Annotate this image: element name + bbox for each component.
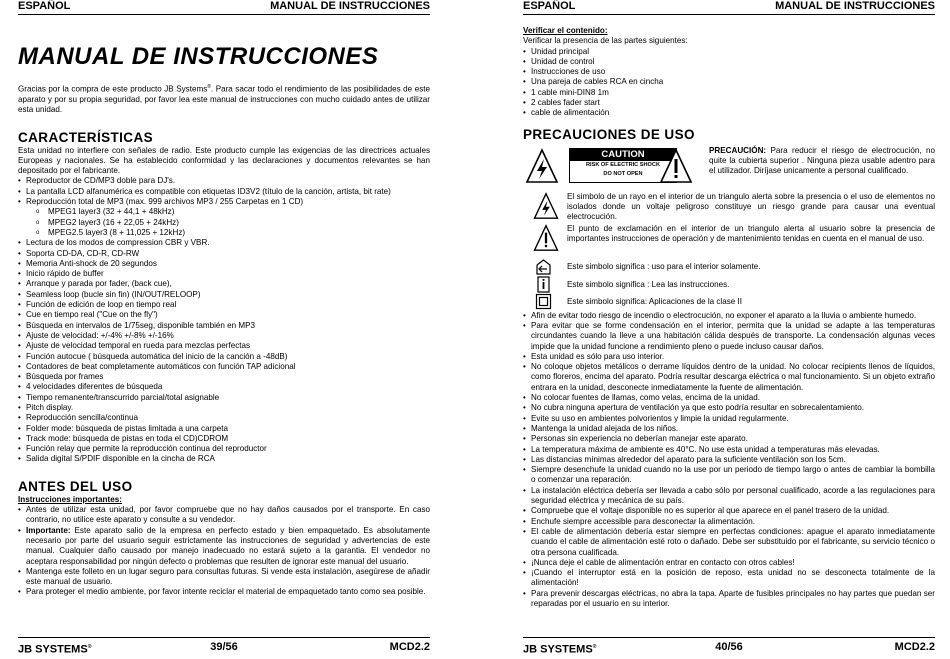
page-number: 40/56 [715,641,743,653]
footer-model: MCD2.2 [894,641,935,653]
list-item: • Track mode: búsqueda de pistas en toda el CD)CDROM [18,434,430,444]
features-intro: Esta unidad no interfiere con señales de radio. Este producto cumple las exigencias de las directrices actuales Europeas y nacionales. Se ha establecido conformidad y las declaraciones y documentos relevantes se han depositado por el fabricante. [18,145,430,176]
caution-open-text: DO NOT OPEN [603,170,643,177]
exclamation-text: El punto de exclamación en el interior de un triangulo alerta al usuario sobre la presencia de importantes instrucciones de operación y de mantenimiento tenidas en cuenta en el manual de uso. [567,223,935,243]
exclamation-triangle-icon [533,224,559,252]
list-item: • Las distancias mínimas alrededor del aparato para la suficiente ventilación son los 5cm. [523,455,935,465]
verify-list [523,47,935,119]
list-item: • Inicio rápido de buffer [18,269,430,279]
caution-block [523,145,935,192]
list-item: • Para prevenir descargas eléctricas, no abra la tapa. Aparte de fusibles principales no hay partes que puedan ser reparadas por el usuario en su interior. [523,589,935,610]
list-item: • Salida digital S/PDIF disponible en la cincha de RCA [18,454,430,464]
lightning-triangle-icon [525,148,559,184]
list-item: o MPEG1 layer3 (32 + 44,1 + 48kHz) [18,207,430,217]
manual-title: MANUAL DE INSTRUCCIONES [18,43,379,70]
list-item: • ¡Cuando el interruptor está en la posición de reposo, esta unidad no se desconecta totalmente de la alimentación! [523,568,935,589]
list-item: • Ajuste de velocidad temporal en rueda para mezclas perfectas [18,341,430,351]
important-text: Este aparato salio de la empresa en perfecto estado y bien empaquetado. Es absolutamente necesario por parte del usuario seguir estrictamente las instrucciones de seguridad y advertencias de este manual. Cualquier daño causado por manejo inadecuado no estará sujeto a la garantia. El vendedor no aceptara responsabilidad por ningún defecto o problemas que resulten de ignorar este manual del usuario. [26,525,430,566]
footer-brand-text: JB SYSTEMS [523,643,593,656]
list-item: • Ajuste de velocidad: +/-4% +/-8% +/-16% [18,331,430,341]
list-item: • Una pareja de cables RCA en cincha [523,77,935,87]
footer-brand-text: JB SYSTEMS [18,643,88,656]
list-item: • Búsqueda por frames [18,372,430,382]
list-item: • Mantenga este folleto en un lugar seguro para consultas futuras. Si vende esta instalación, asegúrese de añadir este manual de usuario. [18,567,430,588]
list-item: o MPEG2.5 layer3 (8 + 11,025 + 12kHz) [18,228,430,238]
exclamation-explanation [523,224,935,258]
list-item: • Reproductor de CD/MP3 doble para DJ's. [18,176,430,186]
symbol-read-text: Este simbolo significa : Lea las instrucciones. [567,279,730,289]
list-item: • Instrucciones de uso [523,67,935,77]
exclamation-triangle-icon [659,148,693,184]
footer-model: MCD2.2 [389,641,430,653]
lightning-text: El simbolo de un rayo en el interior de un triangulo alerta sobre la presencia o el uso de elementos no isolados donde un voltaje peligroso constituye un riesgo grande para causar una eventual electrocución. [567,191,935,222]
list-item: • Seamless loop (bucle sin fin) (IN/OUT/RELOOP) [18,290,430,300]
list-item: • Personas sin experiencia no deberían manejar este aparato. [523,434,935,444]
list-item: • Unidad de control [523,57,935,67]
right-content [523,26,935,609]
list-item: • Compruebe que el voltaje disponible no es superior al que aparece en el panel trasero de la unidad. [523,506,935,516]
precaution-body: Para reducir el riesgo de electrocución, no quite la cubierta superior . Ninguna pieza usable adentro para el utilizador. Diríjase unicamente a personal cualificado. [709,145,935,176]
features-heading: CARACTERÍSTICAS [18,129,154,145]
list-item: • El cable de alimentación debería estar siempre en perfectas condiciones: apague el aparato inmediatamente cuando el cable de alimentación esté roto o dañado. Debe ser substituido por el fabricante, su servicio técnico o otra persona cualificada. [523,527,935,558]
caution-shock-text: RISK OF ELECTRIC SHOCK [586,161,660,168]
header-language: ESPAÑOL [523,0,576,12]
list-item: • Folder mode: búsqueda de pistas limitada a una carpeta [18,424,430,434]
intro-text-b: . Para sacar todo el rendimiento de las posibilidades de este aparato y por su propia seguridad, por favor lea este manual de instrucciones con mucho cuidado antes de utilizar esta unidad. [18,84,430,115]
list-item: • Afin de evitar todo riesgo de incendio o electrocución, no exponer el aparato a la lluvia o ambiente humedo. [523,311,935,321]
registered-mark: ® [592,644,597,650]
class-ii-icon [535,293,552,310]
precaution-text [709,146,935,177]
list-item: • Función autocue ( búsqueda automática del inicio de la canción a -48dB) [18,352,430,362]
list-item: • Función relay que permite la reproducción continua del reproductor [18,444,430,454]
important-instructions-label: Instrucciones importantes: [18,494,122,504]
list-item: • No coloque objetos metálicos o derrame líquidos dentro de la unidad. No colocar recipients llenos de líquidos, como floreros, encima del aparato. Podría resultar descarga eléctrica o mal funcionamiento. Si un objeto extraño entrara en la unidad, desconecte inmediatamente la fuente de alimentación. [523,362,935,393]
mpeg-sublist [18,207,430,238]
list-item: • 4 velocidades diferentes de búsqueda [18,382,430,392]
list-item: • Reproducción sencilla/continua [18,413,430,423]
list-item: • No cubra ninguna apertura de ventilación ya que esto podría resultar en sobrecalentamiento. [523,403,935,413]
symbol-row [523,276,935,293]
list-item: • Soporta CD-DA, CD-R, CD-RW [18,249,430,259]
important-label: Importante: [26,525,71,535]
page-header [18,0,430,15]
symbol-class-text: Este simbolo significa: Aplicaciones de la clase II [567,296,743,306]
list-item: • Unidad principal [523,47,935,57]
list-item: • Para proteger el medio ambiente, por favor intente reciclar el material de empaquetado tanto como sea posible. [18,587,430,597]
list-item: • Pitch display. [18,403,430,413]
list-item: • Tiempo remanente/transcurrido parcial/total asignable [18,393,430,403]
before-use-list [18,505,430,598]
verify-contents-label: Verificar el contenido: [523,26,608,35]
intro-text-a: Gracias por la compra de este producto JB Systems [18,84,208,94]
registered-mark: ® [207,84,211,90]
precautions-list [523,311,935,610]
list-item: • Enchufe siempre accessible para desconectar la alimentación. [523,517,935,527]
symbol-indoor-text: Este simbolo significa : uso para el interior solamente. [567,261,761,271]
list-item: • Evite su uso en ambientes polvorientos y limpie la unidad regularmente. [523,414,935,424]
list-item: • La pantalla LCD alfanumérica es compatible con etiquetas ID3V2 (título de la canción, artista, bit rate) [18,187,430,197]
list-item: • Esta unidad es sólo para uso interior. [523,352,935,362]
header-language: ESPAÑOL [18,0,71,12]
list-item: • Contadores de beat completamente automáticos con función TAP adicional [18,362,430,372]
precaution-label: PRECAUCIÓN: [709,145,767,155]
list-item: • Antes de utilizar esta unidad, por favor compruebe que no hay daños causados por el transporte. En caso contrario, no utilice este aparato y consulte a su vendedor. [18,505,430,526]
page-header [523,0,935,15]
precautions-heading: PRECAUCIONES DE USO [523,126,695,142]
left-page [18,0,430,654]
registered-mark: ® [87,644,92,650]
list-item: • Cue en tiempo real ("Cue on the fly") [18,310,430,320]
features-list [18,176,430,207]
page-number: 39/56 [210,641,238,653]
left-content [18,43,430,598]
list-item: • Función de edición de loop en tiempo real [18,300,430,310]
indoor-use-icon [535,258,552,275]
before-use-heading: ANTES DEL USO [18,478,133,494]
read-instructions-icon [535,276,552,293]
list-item: • Para evitar que se forme condensación en el interior, permita que la unidad se adapte a las temperaturas circundantes cuando la lleve a una habitación cálida después de transporte. La condensación algunas veces impide que la unidad funcione a rendimiento pleno o puede incluso causar daños. [523,321,935,352]
verify-intro: Verificar la presencia de las partes siguientes: [523,36,688,46]
symbol-row [523,258,935,276]
list-item: • Siempre desenchufe la unidad cuando no la use por un periodo de tiempo largo o antes de cambiar la bombilla o comenzar una reparación. [523,465,935,486]
page-footer [523,637,935,656]
list-item: • Búsqueda en intervalos de 1/75seg, disponible también en MP3 [18,321,430,331]
list-item: • Lectura de los modos de compression CBR y VBR. [18,238,430,248]
list-item: • La instalación eléctrica debería ser llevada a cabo sólo por personal cualificado, acorde a las regulaciones para seguridad eléctrica y mecánica de su país. [523,486,935,507]
list-item: • No colocar fuentes de llamas, como velas, encima de la unidad. [523,393,935,403]
intro-paragraph [18,82,430,116]
symbol-row [523,293,935,310]
list-item: • cable de alimentación [523,108,935,118]
list-item: • Reproducción total de MP3 (max. 999 archivos MP3 / 255 Carpetas en 1 CD) [18,197,430,207]
list-item: • Mantenga la unidad alejada de los niños. [523,424,935,434]
lightning-explanation [523,192,935,224]
features-list-continued [18,238,430,465]
right-page [523,0,935,654]
list-item: • ¡Nunca deje el cable de alimentación entrar en contacto con otros cables! [523,558,935,568]
lightning-triangle-icon [533,192,559,220]
list-item: • Arranque y parada por fader, (back cue), [18,279,430,289]
list-item: • 1 cable mini-DIN8 1m [523,88,935,98]
list-item: • 2 cables fader start [523,98,935,108]
caution-word: CAUTION [570,149,676,161]
list-item [18,526,430,567]
list-item: • La temperatura máxima de ambiente es 40°C. No use esta unidad a temperaturas más elevadas. [523,445,935,455]
header-title: MANUAL DE INSTRUCCIONES [775,0,935,12]
list-item: o MPEG2 layer3 (16 + 22,05 + 24kHz) [18,218,430,228]
header-title: MANUAL DE INSTRUCCIONES [270,0,430,12]
list-item: • Memoria Anti-shock de 20 segundos [18,259,430,269]
page-footer [18,637,430,656]
